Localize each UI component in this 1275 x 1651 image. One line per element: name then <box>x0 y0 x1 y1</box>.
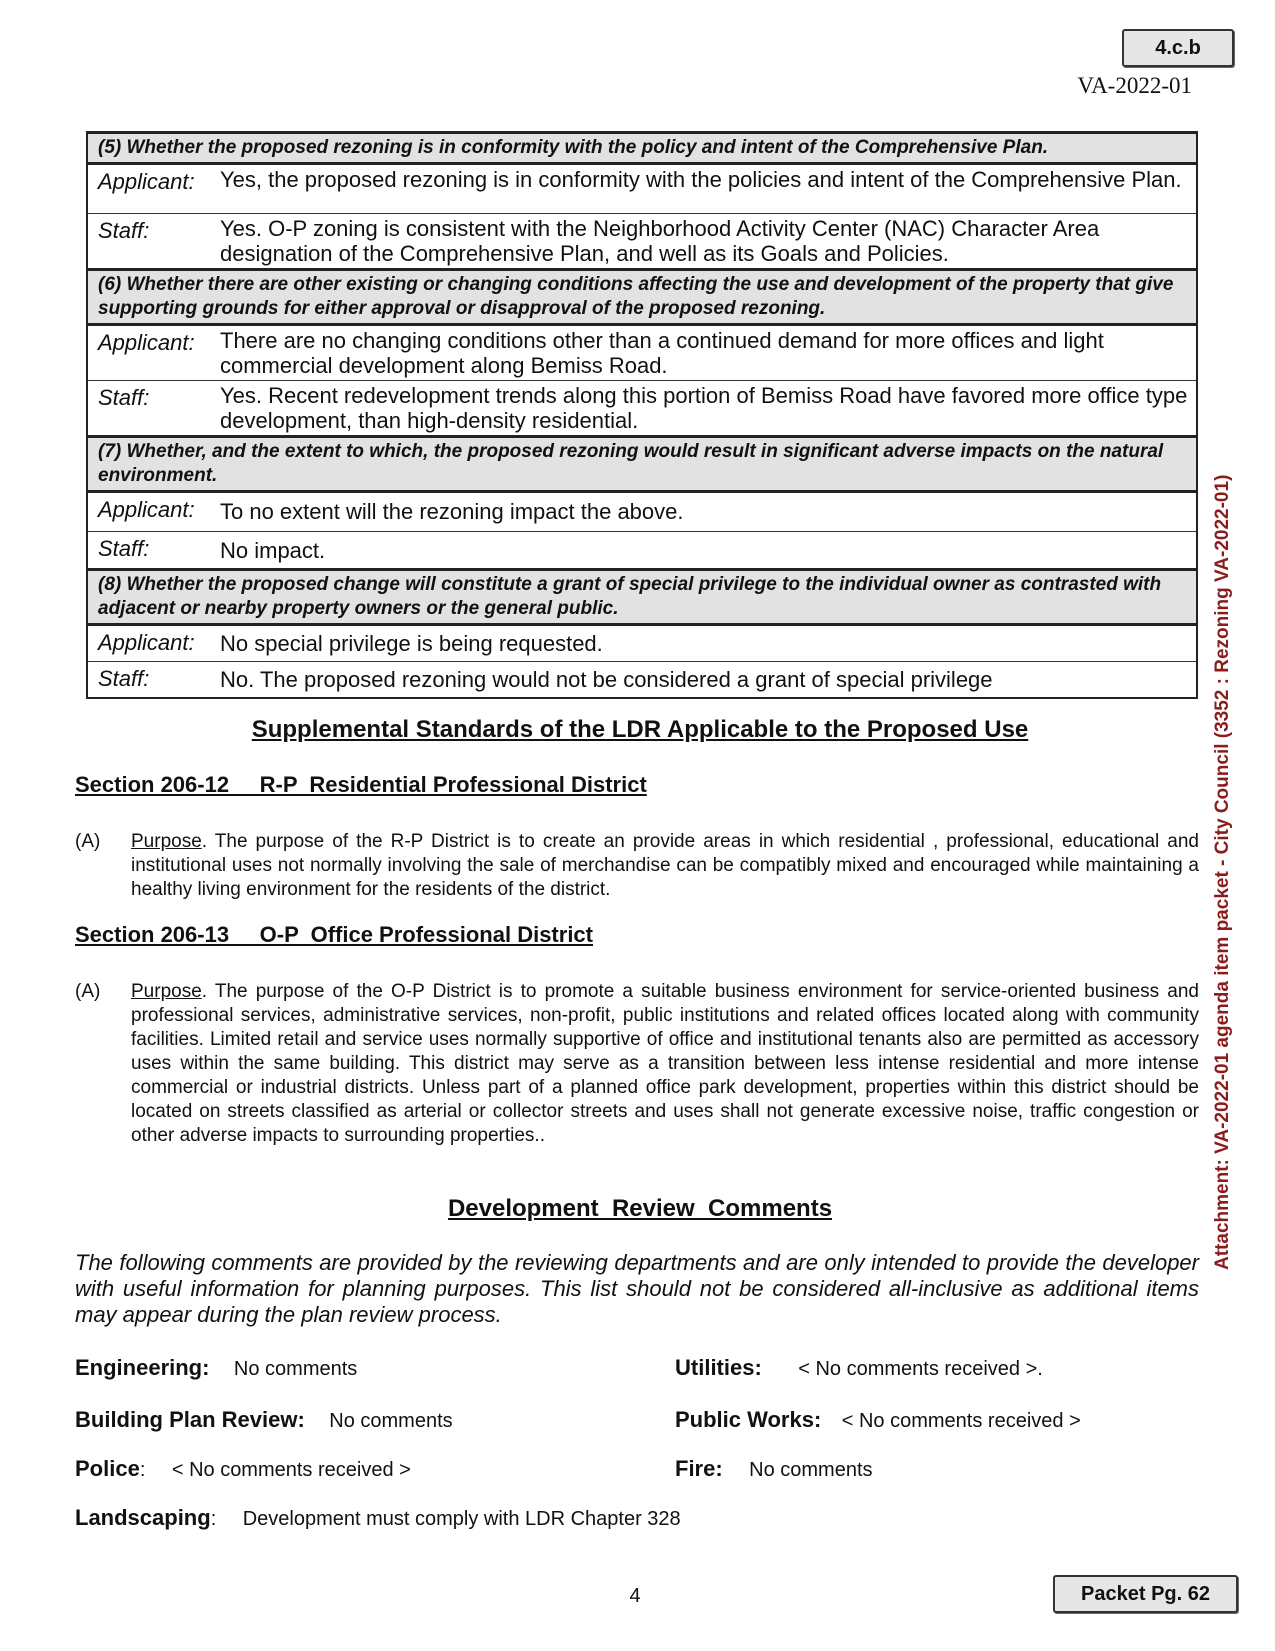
section-marker: (A) <box>75 831 101 852</box>
public-works-value: < No comments received > <box>841 1410 1081 1432</box>
review-title: Development Review Comments <box>447 1195 833 1222</box>
staff-response: No. The proposed rezoning would not be considered a grant of special privilege <box>216 662 1197 698</box>
attachment-side-label: Attachment: VA-2022-01 agenda item packet - City Council (3352 : Rezoning VA-2022-01) <box>1212 474 1233 1270</box>
utilities-comment <box>675 1355 1043 1381</box>
landscaping-comment <box>75 1505 681 1531</box>
building-comment <box>75 1407 453 1433</box>
section-heading-206-12: Section 206-12 R-P Residential Professional District <box>75 772 647 797</box>
landscaping-colon: : <box>210 1508 217 1530</box>
purpose-term: Purpose <box>131 981 202 1002</box>
criterion-question: (5) Whether the proposed rezoning is in conformity with the policy and intent of the Comprehensive Plan. <box>87 133 1197 164</box>
section-heading-206-13: Section 206-13 O-P Office Professional District <box>75 922 593 947</box>
document-number: VA-2022-01 <box>1077 73 1192 98</box>
page-number: 4 <box>629 1585 641 1607</box>
criterion-question: (8) Whether the proposed change will constitute a grant of special privilege to the individual owner as contrasted with adjacent or nearby property owners or the general public. <box>87 570 1197 625</box>
staff-response: No impact. <box>216 532 1197 570</box>
section-206-12-purpose <box>131 830 1199 902</box>
section-marker: (A) <box>75 981 101 1002</box>
fire-value: No comments <box>749 1459 873 1481</box>
police-value: < No comments received > <box>171 1459 411 1481</box>
applicant-label: Applicant: <box>87 492 216 532</box>
utilities-value: < No comments received >. <box>798 1358 1043 1380</box>
supplemental-title: Supplemental Standards of the LDR Applicable to the Proposed Use <box>251 716 1029 743</box>
engineering-label: Engineering: <box>75 1355 210 1380</box>
utilities-label: Utilities: <box>675 1355 762 1380</box>
building-value: No comments <box>329 1410 453 1432</box>
packet-page-badge: Packet Pg. 62 <box>1053 1575 1238 1613</box>
review-intro: The following comments are provided by the reviewing departments and are only intended to provide the developer with useful information for planning purposes. This list should not be considered all-inclusive as additional items may appear during the plan review process. <box>75 1250 1199 1327</box>
applicant-response: There are no changing conditions other than a continued demand for more offices and light commercial development along Bemiss Road. <box>216 325 1197 381</box>
engineering-comment <box>75 1355 357 1381</box>
section-206-13-purpose <box>131 980 1199 1148</box>
applicant-response: Yes, the proposed rezoning is in conformity with the policies and intent of the Comprehensive Plan. <box>216 164 1197 214</box>
building-label: Building Plan Review: <box>75 1407 305 1432</box>
applicant-response: To no extent will the rezoning impact the above. <box>216 492 1197 532</box>
public-works-label: Public Works: <box>675 1407 822 1432</box>
purpose-text: . The purpose of the R-P District is to create an provide areas in which residential , professional, educational and institutional uses not normally involving the sale of merchandise can be compatibly mixed and encouraged while maintaining a healthy living environment for the residents of the district. <box>131 831 1199 900</box>
engineering-value: No comments <box>233 1358 358 1380</box>
staff-label: Staff: <box>87 532 216 570</box>
police-label: Police <box>75 1456 140 1481</box>
purpose-text: . The purpose of the O-P District is to promote a suitable business environment for service-oriented business and professional services, administrative services, non-profit, public institutions and related offices located along with community facilities. Limited retail and service uses normally supportive of office and institutional tenants also are permitted as accessory uses within the same building. This district may serve as a transition between less intense residential and more intense commercial or industrial districts. Unless part of a planned office park development, properties within this district should be located on streets classified as arterial or collector streets and uses shall not generate excessive noise, traffic congestion or other adverse impacts to surrounding properties.. <box>131 981 1199 1146</box>
staff-response: Yes. Recent redevelopment trends along this portion of Bemiss Road have favored more office type development, than high-density residential. <box>216 381 1197 437</box>
landscaping-value: Development must comply with LDR Chapter 328 <box>242 1508 681 1530</box>
staff-label: Staff: <box>87 662 216 698</box>
applicant-label: Applicant: <box>87 164 216 214</box>
staff-response: Yes. O-P zoning is consistent with the Neighborhood Activity Center (NAC) Character Area designation of the Comprehensive Plan, and well as its Goals and Policies. <box>216 214 1197 270</box>
applicant-label: Applicant: <box>87 325 216 381</box>
landscaping-label: Landscaping <box>75 1505 211 1530</box>
applicant-response: No special privilege is being requested. <box>216 625 1197 662</box>
applicant-label: Applicant: <box>87 625 216 662</box>
public-works-comment <box>675 1407 1081 1433</box>
section-badge: 4.c.b <box>1122 29 1234 67</box>
staff-label: Staff: <box>87 381 216 437</box>
purpose-term: Purpose <box>131 831 202 852</box>
fire-label: Fire: <box>675 1456 723 1481</box>
police-colon: : <box>139 1459 146 1481</box>
criteria-table <box>86 131 1198 699</box>
criterion-question: (7) Whether, and the extent to which, the proposed rezoning would result in significant adverse impacts on the natural environment. <box>87 437 1197 492</box>
fire-comment <box>675 1456 873 1482</box>
police-comment <box>75 1456 411 1482</box>
staff-label: Staff: <box>87 214 216 270</box>
criterion-question: (6) Whether there are other existing or changing conditions affecting the use and development of the property that give supporting grounds for either approval or disapproval of the proposed rezoning. <box>87 270 1197 325</box>
